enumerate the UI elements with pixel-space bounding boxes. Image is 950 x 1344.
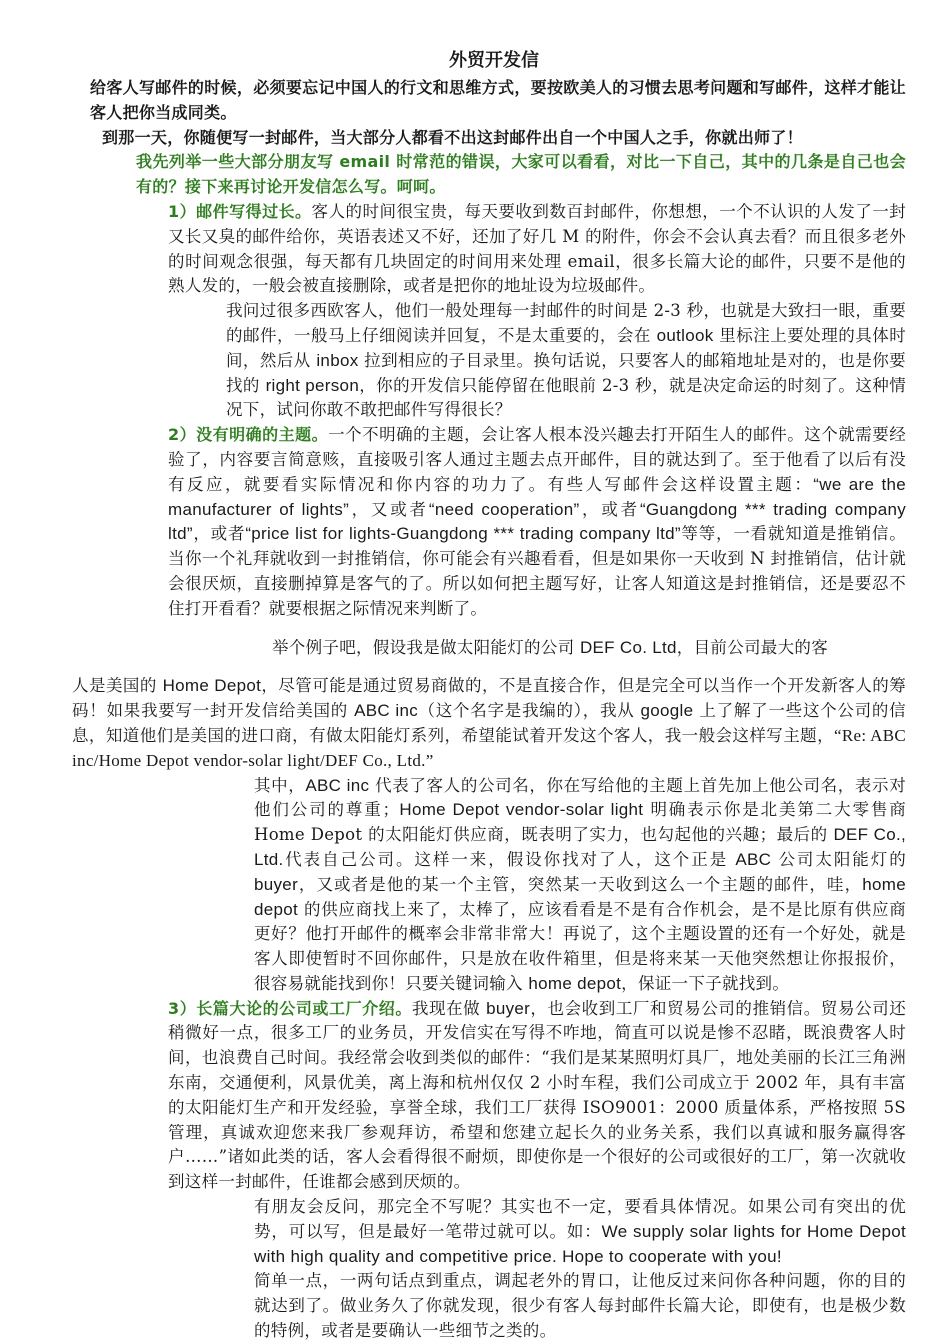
intro-paragraph-3: 我先列举一些大部分朋友写 email 时常范的错误，大家可以看看，对比一下自己，其中的几条是自己也会有的？接下来再讨论开发信怎么写。呵呵。 [136, 152, 906, 197]
text-span: 举个例子吧，假设我是做太阳能灯的公司 [272, 637, 580, 657]
section-1-paragraph-1 [72, 200, 906, 299]
text-span: ，目前公司最大的客 [676, 637, 828, 657]
text-span: home depot [528, 973, 622, 993]
text-span: DEF Co. Ltd [579, 637, 677, 657]
section-1-heading: 1）邮件写得过长。 [168, 201, 312, 221]
text-span: （这个名字是我编的），我从 [418, 701, 641, 721]
document-title: 外贸开发信 [449, 50, 539, 71]
text-span: “we are the manufacturer of lights” [168, 474, 906, 519]
text-span: ，尽管可能是通过贸易商做的，不是直接合作，但是完全可以当作一个开发新客人的筹码！如果我要写一封开发信给美国的 [72, 676, 906, 721]
section-2-paragraph-2 [72, 636, 906, 661]
text-span: ，或者 [579, 499, 640, 519]
section-2-paragraph-4 [72, 774, 906, 997]
text-span: ABC [735, 849, 772, 869]
text-span: buyer [254, 874, 299, 894]
text-span: buyer [486, 998, 531, 1018]
text-span: ，或者 [192, 524, 246, 544]
text-span: inbox [316, 350, 359, 370]
text-span: We supply solar lights for Home Depot with high quality and competitive price. Hope to cooperate with you! [254, 1221, 907, 1266]
text-span: “Guangdong *** trading company ltd” [168, 499, 906, 544]
text-span: ，又或者 [349, 499, 429, 519]
text-span: 拉到相应的子目录里。换句话说，只要客人的邮箱地址是对的，也是你要找的 [226, 350, 906, 395]
text-span: ABC inc [354, 701, 419, 721]
text-span: “price list for lights-Guangdong *** trading company ltd” [245, 524, 681, 544]
text-span: 有朋友会反问，那完全不写呢？其实也不一定，要看具体情况。如果公司有突出的优势，可以写，但是最好一笔带过就可以。如： [254, 1197, 906, 1241]
text-span: “Re: ABC inc/Home Depot vendor-solar light/DEF Co., Ltd.” [72, 725, 907, 770]
intro-paragraph-1: 给客人写邮件的时候，必须要忘记中国人的行文和思维方式，要按欧美人的习惯去思考问题和写邮件，这样才能让客人把你当成同类。 [90, 78, 906, 122]
text-span: 的供应商找上来了，太棒了，应该看看是不是有合作机会，是不是比原有供应商更好？他打开邮件的概率会非常非常大！再说了，这个主题设置的还有一个好处，就是客人即使暂时不回你邮件，只是放在收件箱里，但是将来某一天他突然想让你报报价，很容易就能找到你！只要关键词输入 [254, 899, 906, 993]
text-span: 其中， [254, 775, 306, 795]
text-span: 人是美国的 [72, 676, 163, 696]
section-2-paragraph-1 [72, 423, 906, 621]
text-span: 公司太阳能灯的 [771, 849, 906, 869]
section-3-paragraph-2 [72, 1195, 906, 1269]
section-2-paragraph-3 [72, 674, 906, 773]
text-span: home depot [254, 874, 906, 919]
text-span: ，又或者是他的某一个主管，突然某一天收到这么一个主题的邮件，哇， [298, 874, 863, 894]
section-3-paragraph-1 [72, 997, 906, 1195]
text-span: Home Depot [162, 676, 262, 696]
text-span: “need cooperation” [428, 499, 580, 519]
section-3-paragraph-3: 简单一点，一两句话点到重点，调起老外的胃口，让他反过来问你各种问题，你的目的就达到了。做业务久了你就发现，很少有客人每封邮件长篇大论，即使有，也是极少数的特例，或者是要确认一些细节之类的。 [254, 1271, 906, 1341]
section-2-heading: 2）没有明确的主题。 [168, 425, 329, 445]
text-span: google [640, 701, 694, 721]
text-span: 明确表示你是北美第二大零售商 Home Depot 的太阳能灯供应商，既表明了实力，也勾起他的兴趣；最后的 [254, 800, 906, 845]
text-span: 代表了客人的公司名，你在写给他的主题上首先加上他公司名，表示对他们公司的尊重； [254, 775, 906, 820]
section-3-heading: 3）长篇大论的公司或工厂介绍。 [168, 998, 412, 1018]
text-span: ABC inc [305, 775, 370, 795]
text-span: 代表自己公司。这样一来，假设你找对了人，这个正是 [283, 849, 736, 869]
text-span: ，你的开发信只能停留在他眼前 2-3 秒，就是决定命运的时刻了。这种情况下，试问你敢不敢把邮件写得很长？ [226, 375, 906, 420]
spacer [72, 660, 906, 674]
text-span: ，保证一下子就找到。 [621, 973, 790, 993]
text-span: ，也会收到工厂和贸易公司的推销信。贸易公司还稍微好一点，很多工厂的业务员，开发信实在写得不咋地，简直可以说是惨不忍睹，既浪费客人时间，也浪费自己时间。我经常会收到类似的邮件：“我们是某某照明灯具厂，地处美丽的长江三角洲东南，交通便利，风景优美，离上海和杭州仅仅 2 小时车程，我们公司成立于 2002 年，具有丰富的太阳能灯生产和开发经验，享誉全球，我们工厂获得 ISO9001：2000 质量体系，严格按照 5S 管理，真诚欢迎您来我厂参观拜访，希望和您建立起长久的业务关系，我们以真诚和服务赢得客户……”诸如此类的话，客人会看得很不耐烦，即使你是一个很好的公司或很好的工厂，第一次就收到这样一封邮件，任谁都会感到厌烦的。 [168, 998, 906, 1192]
document-page [72, 48, 906, 1344]
text-span: 里标注上要处理的具体时间，然后从 [226, 325, 906, 370]
section-1-paragraph-2 [72, 299, 906, 423]
text-span: 上了解了一些这个公司的信息，知道他们是美国的进口商，有做太阳能灯系列，希望能试着开发这个客人，我一般会这样写主题， [72, 701, 906, 745]
text-span: 等等，一看就知道是推销信。当你一个礼拜就收到一封推销信，你可能会有兴趣看看，但是如果你一天收到 N 封推销信，估计就会很厌烦，直接删掉算是客气的了。所以如何把主题写好，让客人知道这是封推销信，还是要忍不住打开看看？就要根据之际情况来判断了。 [168, 524, 906, 618]
intro-paragraph-2: 到那一天，你随便写一封邮件，当大部分人都看不出这封邮件出自一个中国人之手，你就出师了！ [102, 127, 803, 147]
section-1-text: 客人的时间很宝贵，每天要收到数百封邮件，你想想，一个不认识的人发了一封又长又臭的邮件给你，英语表述又不好，还加了好几 M 的附件，你会不会认真去看？而且很多老外的时间观念很强，每天都有几块固定的时间用来处理 email，很多长篇大论的邮件，只要不是他的熟人发的，一般会被直接删除，或者是把你的地址设为垃圾邮件。 [168, 201, 906, 296]
spacer [72, 622, 906, 636]
text-span: Home Depot vendor-solar light [399, 800, 644, 820]
text-span: 一个不明确的主题，会让客人根本没兴趣去打开陌生人的邮件。这个就需要经验了，内容要言简意赅，直接吸引客人通过主题去点开邮件，目的就达到了。至于他看了以后有没有反应，就要看实际情况和你内容的功力了。有些人写邮件会这样设置主题： [168, 425, 906, 494]
text-span: 我现在做 [411, 998, 487, 1018]
text-span: outlook [656, 325, 714, 345]
text-span: DEF Co., Ltd. [254, 825, 906, 869]
text-span: 我问过很多西欧客人，他们一般处理每一封邮件的时间是 2-3 秒，也就是大致扫一眼，重要的邮件，一般马上仔细阅读并回复，不是太重要的，会在 [226, 301, 906, 345]
text-span: right person [265, 375, 360, 395]
